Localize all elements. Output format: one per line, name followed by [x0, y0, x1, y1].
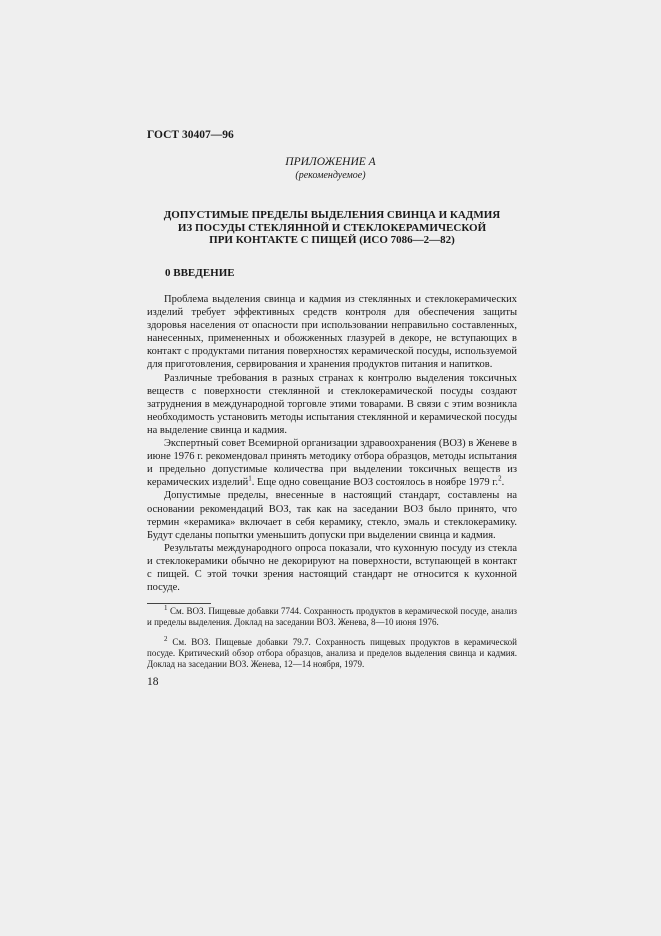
- footnote-2-text: См. ВОЗ. Пищевые добавки 79.7. Сохранность пищевых продуктов в керамической посуде. Критический обзор отбора образцов, анализа и пределов выделения свинца и кадмия. Доклад на заседании ВОЗ. Женева, 12—14 ноября, 1979.: [147, 637, 517, 670]
- paragraph-1: Проблема выделения свинца и кадмия из стеклянных и стеклокерамических изделий требует эффективных средств контроля для обеспечения защиты здоровья населения от опасности при использовании неправильно составленных, нанесенных, примененных и обожженных глазурей в декоре, не вступающих в контакт с продуктами питания поверхностях керамической посуды, используемой для приготовления, сервирования и хранения продуктов питания и напитков.: [147, 294, 517, 371]
- paragraph-3: [147, 437, 517, 489]
- footnote-2-mark: 2: [164, 635, 168, 643]
- appendix-heading: [0, 156, 661, 182]
- section-heading: 0 ВВЕДЕНИЕ: [165, 267, 235, 279]
- footnote-divider: [147, 603, 211, 604]
- document-title: [147, 209, 517, 247]
- footnote-ref-2: 2: [498, 474, 502, 483]
- title-line-2: ИЗ ПОСУДЫ СТЕКЛЯННОЙ И СТЕКЛОКЕРАМИЧЕСКОЙ: [177, 221, 487, 234]
- footnote-ref-1: 1: [248, 474, 252, 483]
- appendix-note: (рекомендуемое): [295, 170, 366, 181]
- page-number: 18: [147, 676, 159, 688]
- paragraph-5: Результаты международного опроса показали, что кухонную посуду из стекла и стеклокерамики обычно не декорируют на поверхности, вступающей в контакт с пищей. С этой точки зрения настоящий стандарт не относится к кухонной посуде.: [147, 542, 517, 594]
- appendix-title: ПРИЛОЖЕНИЕ А: [285, 156, 376, 168]
- paragraph-4: Допустимые пределы, внесенные в настоящий стандарт, составлены на основании рекомендаций ВОЗ, так как на заседании ВОЗ было принято, что термин «керамика» включает в себя керамику, стекло, эмаль и стеклокерамику. Будут сделаны попытки уменьшить допуски при выделении свинца и кадмия.: [147, 490, 517, 541]
- footnote-2: [147, 637, 517, 671]
- title-line-1: ДОПУСТИМЫЕ ПРЕДЕЛЫ ВЫДЕЛЕНИЯ СВИНЦА И КАДМИЯ: [163, 209, 501, 221]
- paragraph-3-part-c: .: [501, 477, 505, 489]
- footnote-1: [147, 606, 517, 628]
- body-text: [147, 293, 517, 594]
- paragraph-3-part-a: Экспертный совет Всемирной организации здравоохранения (ВОЗ) в Женеве в июне 1976 г. рекомендовал принять методику отбора образцов, методы испытания и предельно допустимые количества при выделении токсичных веществ из керамических изделий: [147, 438, 517, 489]
- title-line-3: ПРИ КОНТАКТЕ С ПИЩЕЙ (ИСО 7086—2—82): [209, 234, 455, 246]
- paragraph-3-part-b: . Еще одно совещание ВОЗ состоялось в ноябре 1979 г.: [251, 477, 499, 489]
- footnote-1-text: См. ВОЗ. Пищевые добавки 7744. Сохранность продуктов в керамической посуде, анализ и пределы выделения. Доклад на заседании ВОЗ. Женева, 8—10 июня 1976.: [147, 606, 517, 628]
- paragraph-2: Различные требования в разных странах к контролю выделения токсичных веществ с поверхности стеклянной и стеклокерамической посуды создают затруднения в международной торговле этими товарами. В связи с этим возникла необходимость установить методы испытания стеклянной и керамической посуды на выделение свинца и кадмия.: [147, 372, 517, 436]
- document-header: ГОСТ 30407—96: [147, 129, 234, 141]
- footnote-1-mark: 1: [164, 604, 168, 612]
